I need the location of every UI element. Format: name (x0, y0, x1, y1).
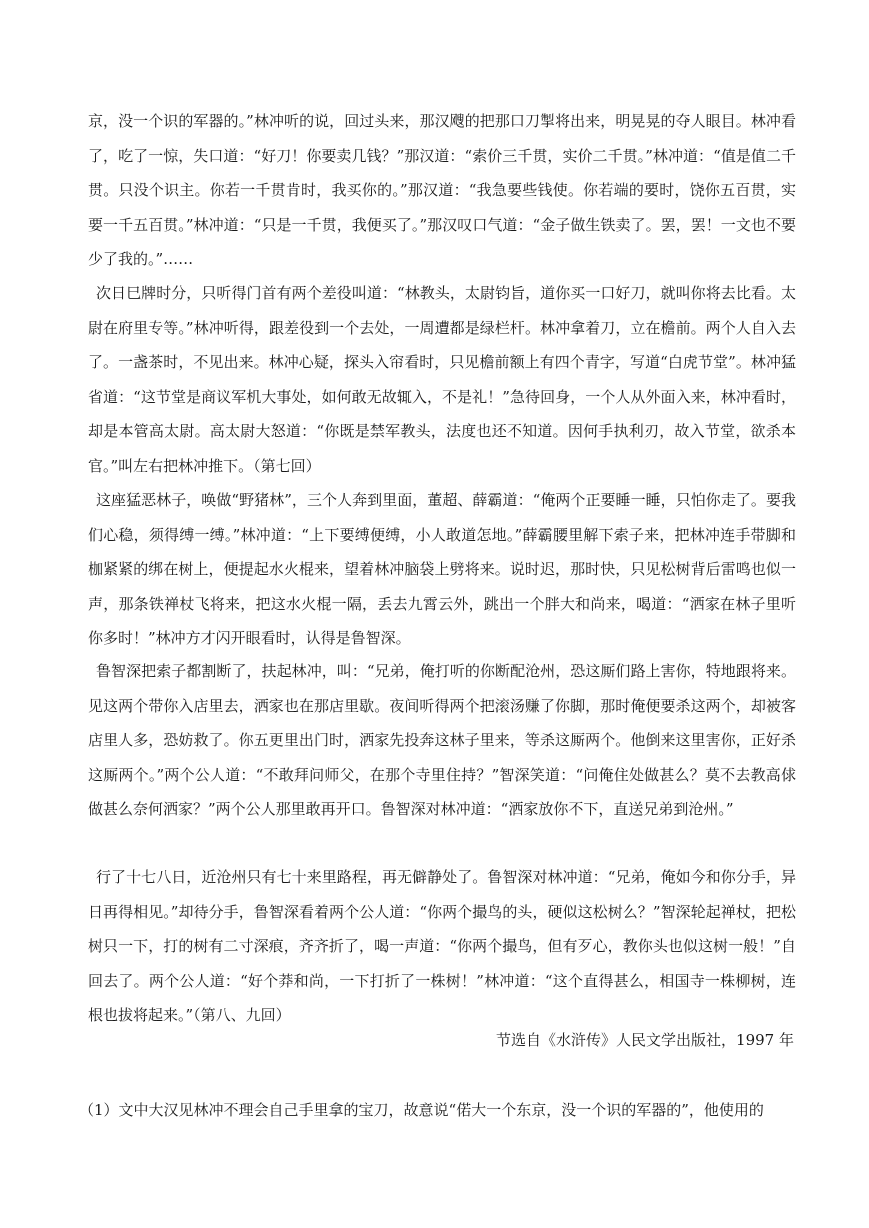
passage-paragraph-5: 行了十七八日，近沧州只有七十来里路程，再无僻静处了。鲁智深对林冲道：“兄弟，俺如今和你分手，异日再得相见。”却待分手，鲁智深看着两个公人道：“你两个撮鸟的头，硬似这松树么？”智深轮起禅杖，把松树只一下，打的树有二寸深痕，齐齐折了，喝一声道：“你两个撮鸟，但有歹心，教你头也似这树一般！”自回去了。两个公人道：“好个莽和尚，一下打折了一株树！”林冲道：“这个直得甚么，相国寺一株柳树，连根也拔将起来。”（第八、九回） (88, 868, 796, 1024)
passage-paragraph-2: 次日巳牌时分，只听得门首有两个差役叫道：“林教头，太尉钧旨，道你买一口好刀，就叫你将去比看。太尉在府里专等。”林冲听得，跟差役到一个去处，一周遭都是绿栏杆。林冲拿着刀，立在檐前。两个人自入去了。一盏茶时，不见出来。林冲心疑，探头入帘看时，只见檐前额上有四个青字，写道“白虎节堂”。林冲猛省道：“这节堂是商议军机大事处，如何敢无故辄入，不是礼！”急待回身，一个人从外面入来，林冲看时，却是本管高太尉。高太尉大怒道：“你既是禁军教头，法度也还不知道。因何手执利刃，故入节堂，欲杀本官。”叫左右把林冲推下。（第七回） (88, 284, 796, 475)
passage-paragraph-3: 这座猛恶林子，唤做“野猪林”，三个人奔到里面，董超、薛霸道：“俺两个正要睡一睡，只怕你走了。要我们心稳，须得缚一缚。”林冲道：“上下要缚便缚，小人敢道怎地。”薛霸腰里解下索子来，把林冲连手带脚和枷紧紧的绑在树上，便提起水火棍来，望着林冲脑袋上劈将来。说时迟，那时快，只见松树背后雷鸣也似一声，那条铁禅杖飞将来，把这水火棍一隔，丢去九霄云外，跳出一个胖大和尚来，喝道：“洒家在林子里听你多时！”林冲方才闪开眼看时，认得是鲁智深。 (88, 491, 796, 647)
passage-paragraph-1: 京，没一个识的军器的。”林冲听的说，回过头来，那汉飕的把那口刀掣将出来，明晃晃的夺人眼目。林冲看了，吃了一惊，失口道：“好刀！你要卖几钱？”那汉道：“索价三千贯，实价二千贯。”林冲道：“值是值二千贯。只没个识主。你若一千贯肯时，我买你的。”那汉道：“我急要些钱使。你若端的要时，饶你五百贯，实要一千五百贯。”林冲道：“只是一千贯，我便买了。”那汉叹口气道：“金子做生铁卖了。罢，罢！一文也不要少了我的。”…… (88, 112, 796, 268)
source-citation: 节选自《水浒传》人民文学出版社，1997 年 (496, 1031, 794, 1049)
passage-paragraph-4: 鲁智深把索子都割断了，扶起林冲，叫：“兄弟，俺打听的你断配沧州，恐这厮们路上害你，特地跟将来。见这两个带你入店里去，洒家也在那店里歇。夜间听得两个把滚汤赚了你脚，那时俺便要杀这两个，却被客店里人多，恐妨救了。你五更里出门时，洒家先投奔这林子里来，等杀这厮两个。他倒来这里害你，正好杀这厮两个。”两个公人道：“不敢拜问师父，在那个寺里住持？”智深笑道：“问俺住处做甚么？莫不去教高俅做甚么奈何洒家？”两个公人那里敢再开口。鲁智深对林冲道：“洒家放你不下，直送兄弟到沧州。” (88, 662, 796, 818)
question-1: （1）文中大汉见林冲不理会自己手里拿的宝刀，故意说“偌大一个东京，没一个识的军器的”，他使用的 (79, 1101, 764, 1119)
